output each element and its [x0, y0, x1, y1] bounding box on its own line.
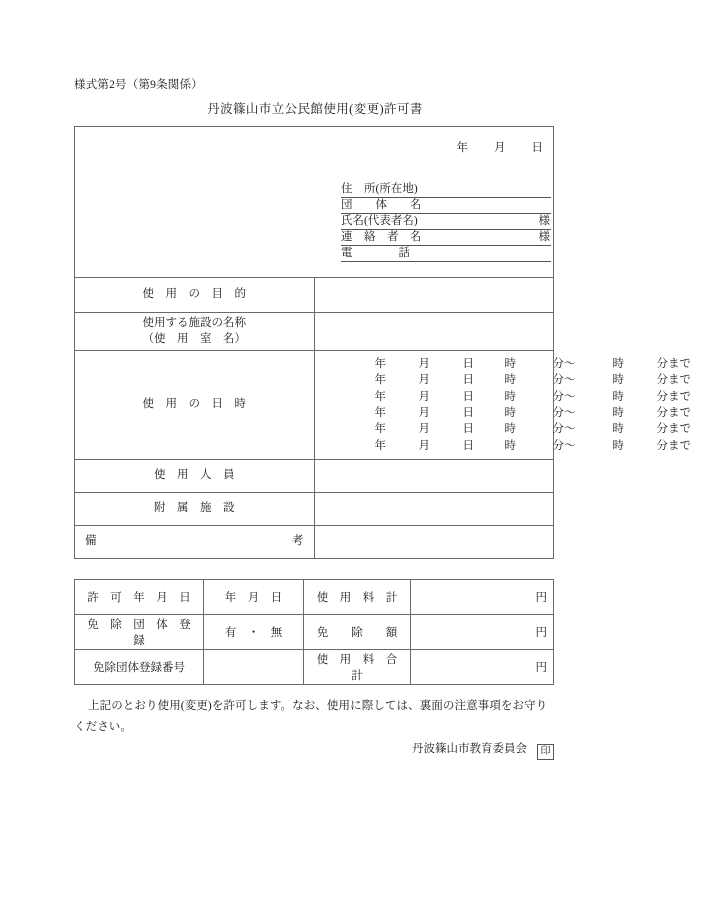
issue-date-line	[457, 139, 544, 155]
issuer-signature	[74, 740, 576, 760]
usage-month: 月	[418, 407, 430, 419]
usage-hour-to: 時	[612, 423, 624, 436]
usage-year: 年	[374, 358, 386, 371]
usage-datetime-row[interactable]	[315, 421, 691, 437]
usage-month: 月	[418, 390, 430, 403]
table-row-remarks	[75, 526, 554, 559]
exemption-registration-label: 免 除 団 体 登 録	[75, 615, 204, 650]
usage-hour-from: 時	[504, 390, 516, 403]
usage-year: 年	[374, 390, 386, 403]
usage-month: 月	[418, 439, 430, 452]
usage-hour-to: 時	[612, 390, 624, 403]
facility-label-line1: 使用する施設の名称	[142, 316, 246, 329]
usage-minute-to: 分まで	[656, 374, 691, 387]
applicant-organization-row[interactable]	[341, 198, 551, 214]
annex-value[interactable]	[314, 493, 554, 526]
usage-minute-from: 分〜	[552, 439, 576, 452]
usage-minute-from: 分〜	[552, 407, 576, 419]
applicant-contact-label: 連 絡 者 名	[341, 231, 422, 243]
usage-day: 日	[462, 358, 474, 371]
form-number: 様式第2号（第9条関係）	[74, 79, 203, 91]
applicant-address-row[interactable]	[341, 182, 551, 198]
table-row-facility	[75, 313, 554, 351]
usage-day: 日	[462, 390, 474, 403]
usage-year: 年	[374, 423, 386, 436]
purpose-label: 使 用 の 目 的	[75, 278, 315, 313]
usage-hour-from: 時	[504, 374, 516, 387]
remarks-value[interactable]	[314, 526, 554, 559]
usage-hour-to: 時	[612, 407, 624, 419]
permit-date-label: 許 可 年 月 日	[75, 580, 204, 615]
permit-date-value[interactable]: 年 月 日	[204, 580, 304, 615]
exemption-amount-label: 免 除 額	[304, 615, 411, 650]
exemption-amount-unit: 円	[535, 627, 547, 639]
usage-day: 日	[462, 407, 474, 419]
issue-date-day: 日	[531, 142, 543, 154]
page-title: 丹波篠山市立公民館使用(変更)許可書	[207, 102, 423, 116]
usage-year: 年	[374, 407, 386, 419]
usage-minute-to: 分まで	[656, 439, 691, 452]
usage-day: 日	[462, 423, 474, 436]
facility-value[interactable]	[314, 313, 554, 351]
usage-hour-from: 時	[504, 358, 516, 371]
usage-minute-from: 分〜	[552, 358, 576, 371]
usage-month: 月	[418, 423, 430, 436]
table-row-header	[75, 127, 554, 278]
table-row-people	[75, 460, 554, 493]
exemption-registration-value[interactable]: 有 ・ 無	[204, 615, 304, 650]
usage-minute-to: 分まで	[656, 390, 691, 403]
usage-minute-to: 分まで	[656, 358, 691, 371]
remarks-label-right: 考	[292, 535, 304, 548]
table-row-datetime	[75, 351, 554, 460]
issuer-name: 丹波篠山市教育委員会	[412, 743, 527, 755]
header-addressee-cell	[75, 127, 554, 278]
applicant-address-block	[341, 182, 551, 262]
applicant-contact-row[interactable]	[341, 230, 551, 246]
applicant-representative-label: 氏名(代表者名)	[341, 215, 418, 227]
usage-fee-total-value[interactable]	[411, 580, 554, 615]
table-row-exemption-registration	[75, 615, 554, 650]
usage-fee-total-label: 使 用 料 計	[304, 580, 411, 615]
exemption-amount-value[interactable]	[411, 615, 554, 650]
applicant-phone-row[interactable]	[341, 246, 551, 262]
usage-minute-from: 分〜	[552, 374, 576, 387]
usage-minute-to: 分まで	[656, 407, 691, 419]
permit-main-table	[74, 126, 691, 559]
usage-hour-to: 時	[612, 439, 624, 452]
usage-hour-to: 時	[612, 374, 624, 387]
applicant-address-label: 住 所(所在地)	[341, 183, 418, 195]
purpose-value[interactable]	[314, 278, 554, 313]
usage-minute-to: 分まで	[656, 423, 691, 436]
applicant-phone-label: 電 話	[341, 247, 410, 259]
applicant-representative-row[interactable]	[341, 214, 551, 230]
people-label: 使 用 人 員	[75, 460, 315, 493]
usage-hour-from: 時	[504, 423, 516, 436]
usage-datetime-row[interactable]	[315, 372, 691, 388]
table-row-exemption-number	[75, 650, 554, 685]
usage-hour-to: 時	[612, 358, 624, 371]
datetime-label: 使 用 の 日 時	[75, 351, 315, 460]
usage-minute-from: 分〜	[552, 423, 576, 436]
usage-hour-from: 時	[504, 439, 516, 452]
usage-fee-sum-label: 使 用 料 合 計	[304, 650, 411, 685]
datetime-value[interactable]	[314, 351, 691, 460]
applicant-representative-suffix: 様	[538, 215, 550, 227]
usage-month: 月	[418, 358, 430, 371]
seal-stamp-icon: 印	[537, 744, 554, 760]
applicant-contact-suffix: 様	[538, 231, 550, 243]
annex-label: 附 属 施 設	[75, 493, 315, 526]
usage-month: 月	[418, 374, 430, 387]
usage-fee-sum-unit: 円	[535, 662, 547, 674]
table-row-annex	[75, 493, 554, 526]
usage-day: 日	[462, 439, 474, 452]
usage-minute-from: 分〜	[552, 390, 576, 403]
usage-year: 年	[374, 374, 386, 387]
fee-grid-table	[74, 579, 554, 685]
usage-year: 年	[374, 439, 386, 452]
usage-hour-from: 時	[504, 407, 516, 419]
usage-fee-sum-value[interactable]	[411, 650, 554, 685]
usage-datetime-row[interactable]	[315, 405, 691, 421]
usage-fee-total-unit: 円	[535, 592, 547, 604]
exemption-number-value[interactable]	[204, 650, 304, 685]
usage-day: 日	[462, 374, 474, 387]
facility-label	[75, 313, 315, 351]
people-value[interactable]	[314, 460, 554, 493]
exemption-number-label: 免除団体登録番号	[75, 650, 204, 685]
issue-date-month: 月	[494, 142, 506, 154]
facility-label-line2: （使 用 室 名）	[142, 332, 246, 345]
remarks-label-left: 備	[85, 535, 292, 548]
usage-datetime-row[interactable]	[315, 438, 691, 454]
footer-note: 上記のとおり使用(変更)を許可します。なお、使用に際しては、裏面の注意事項をお守りください。	[74, 700, 548, 733]
issue-date-year: 年	[456, 142, 468, 154]
table-row-purpose	[75, 278, 554, 313]
usage-datetime-list	[315, 352, 691, 458]
usage-datetime-row[interactable]	[315, 356, 691, 372]
applicant-organization-label: 団 体 名	[341, 199, 422, 211]
table-row-permit-date	[75, 580, 554, 615]
remarks-label	[75, 526, 315, 559]
usage-datetime-row[interactable]	[315, 389, 691, 405]
